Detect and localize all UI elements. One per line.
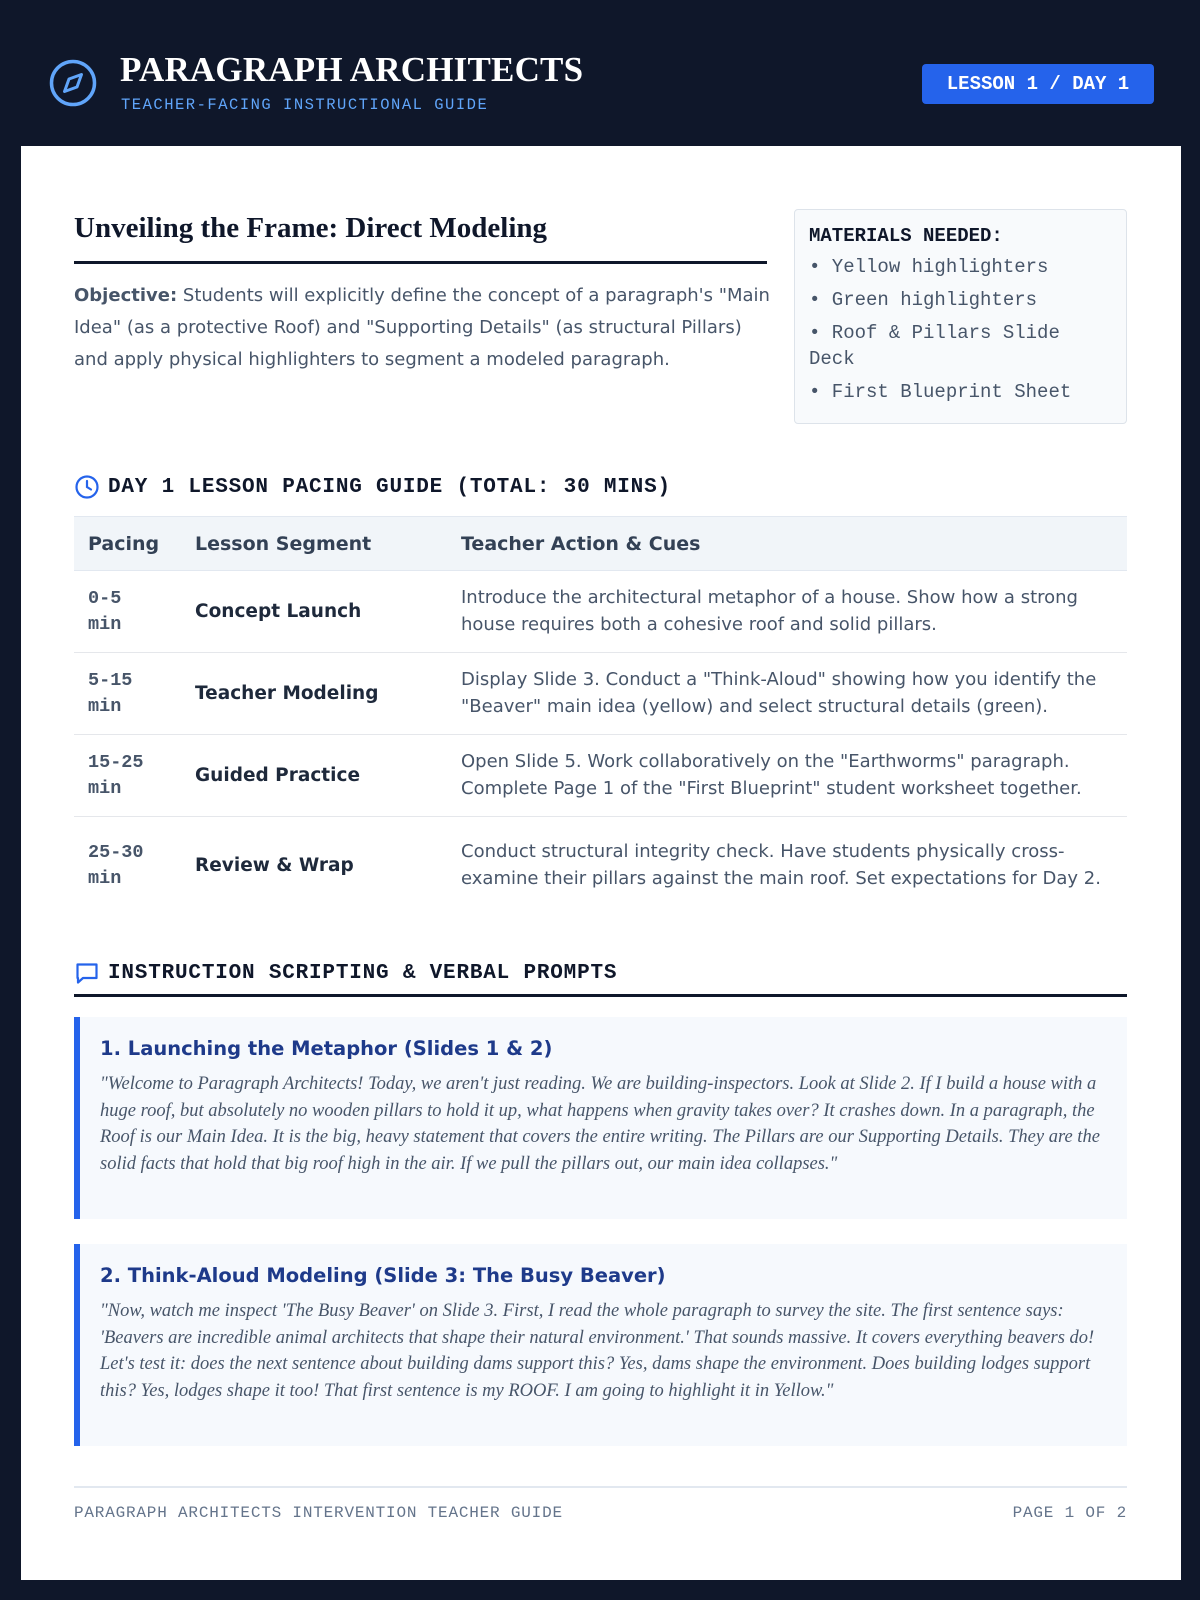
pace-cell: 25-30 min bbox=[88, 841, 144, 889]
material-item: • Yellow highlighters bbox=[809, 256, 1049, 278]
column-header-action: Teacher Action & Cues bbox=[447, 517, 1127, 571]
footer-guide-name: PARAGRAPH ARCHITECTS INTERVENTION TEACHER GUIDE bbox=[74, 1504, 563, 1522]
column-header-pacing: Pacing bbox=[74, 517, 181, 571]
table-row bbox=[74, 571, 1127, 653]
scripting-heading bbox=[74, 960, 617, 986]
segment-cell: Review & Wrap bbox=[195, 855, 354, 877]
segment-cell: Concept Launch bbox=[181, 571, 447, 653]
action-cell: Introduce the architectural metaphor of a house. Show how a strong house requires both a cohesive roof and solid pillars. bbox=[447, 571, 1127, 653]
pacing-heading bbox=[74, 474, 671, 500]
pacing-heading-text: DAY 1 LESSON PACING GUIDE (TOTAL: 30 MINS) bbox=[108, 475, 671, 499]
brand-subtitle: TEACHER-FACING INSTRUCTIONAL GUIDE bbox=[121, 96, 489, 114]
table-row bbox=[74, 653, 1127, 735]
lesson-badge: LESSON 1 / DAY 1 bbox=[922, 64, 1154, 104]
brand-title: PARAGRAPH ARCHITECTS bbox=[120, 50, 584, 89]
script-card-title: 1. Launching the Metaphor (Slides 1 & 2) bbox=[100, 1037, 553, 1060]
segment-cell: Teacher Modeling bbox=[181, 653, 447, 735]
script-card-text: "Now, watch me inspect 'The Busy Beaver' on Slide 3. First, I read the whole paragraph to survey the site. The first sentence says: 'Beavers are incredible animal architects that shape their natural environment.' That sounds massive. It covers everything beavers do! Let's test it: does the next sentence about building dams support this? Yes, dams shape the environment. Does building lodges support this? Yes, lodges shape it too! That first sentence is my ROOF. I am going to highlight it in Yellow." bbox=[100, 1301, 1095, 1401]
clock-icon bbox=[74, 474, 100, 500]
title-divider bbox=[74, 261, 767, 264]
pacing-table bbox=[74, 516, 1127, 915]
guide-page bbox=[21, 146, 1181, 1580]
table-row bbox=[74, 735, 1127, 817]
chat-bubble-icon bbox=[74, 960, 100, 986]
page-number: PAGE 1 OF 2 bbox=[1012, 1504, 1127, 1522]
material-item: • Roof & Pillars Slide Deck bbox=[809, 322, 1060, 370]
scripting-divider bbox=[74, 994, 1127, 997]
materials-title: MATERIALS NEEDED: bbox=[809, 225, 1003, 247]
material-item: • Green highlighters bbox=[809, 289, 1038, 311]
compass-icon bbox=[48, 58, 98, 108]
objective-label: Objective: bbox=[74, 285, 178, 306]
material-item: • First Blueprint Sheet bbox=[809, 381, 1072, 403]
script-card bbox=[74, 1244, 1127, 1446]
materials-box bbox=[794, 209, 1127, 424]
script-card-title: 2. Think-Aloud Modeling (Slide 3: The Busy Beaver) bbox=[100, 1264, 666, 1287]
lesson-title: Unveiling the Frame: Direct Modeling bbox=[74, 212, 548, 244]
scripting-heading-text: INSTRUCTION SCRIPTING & VERBAL PROMPTS bbox=[108, 961, 618, 985]
top-header bbox=[0, 0, 1200, 146]
segment-cell: Guided Practice bbox=[181, 735, 447, 817]
action-cell: Display Slide 3. Conduct a "Think-Aloud" showing how you identify the "Beaver" main idea (yellow) and select structural details (green). bbox=[447, 653, 1127, 735]
script-card-text: "Welcome to Paragraph Architects! Today, we aren't just reading. We are building-inspectors. Look at Slide 2. If I build a house with a huge roof, but absolutely no wooden pillars to hold it up, what happens when gravity takes over? It crashes down. In a paragraph, the Roof is our Main Idea. It is the big, heavy statement that covers the entire writing. The Pillars are our Supporting Details. They are the solid facts that hold that big roof high in the air. If we pull the pillars out, our main idea collapses." bbox=[100, 1074, 1100, 1174]
objective-text: Students will explicitly define the concept of a paragraph's "Main Idea" (as a protective Roof) and "Supporting Details" (as structural Pillars) and apply physical highlighters to segment a modeled paragraph. bbox=[74, 285, 770, 370]
pace-cell: 15-25 min bbox=[74, 735, 181, 817]
action-cell: Conduct structural integrity check. Have students physically cross-examine their pillars against the main roof. Set expectations for Day 2. bbox=[461, 841, 1101, 889]
pace-cell: 0-5 min bbox=[74, 571, 181, 653]
pace-cell: 5-15 min bbox=[74, 653, 181, 735]
footer-divider bbox=[74, 1486, 1127, 1488]
action-cell: Open Slide 5. Work collaboratively on the "Earthworms" paragraph. Complete Page 1 of the "First Blueprint" student worksheet together. bbox=[447, 735, 1127, 817]
column-header-segment: Lesson Segment bbox=[181, 517, 447, 571]
objective-paragraph bbox=[74, 280, 774, 376]
script-card bbox=[74, 1017, 1127, 1219]
table-header-row bbox=[74, 517, 1127, 571]
table-row bbox=[74, 817, 1127, 915]
